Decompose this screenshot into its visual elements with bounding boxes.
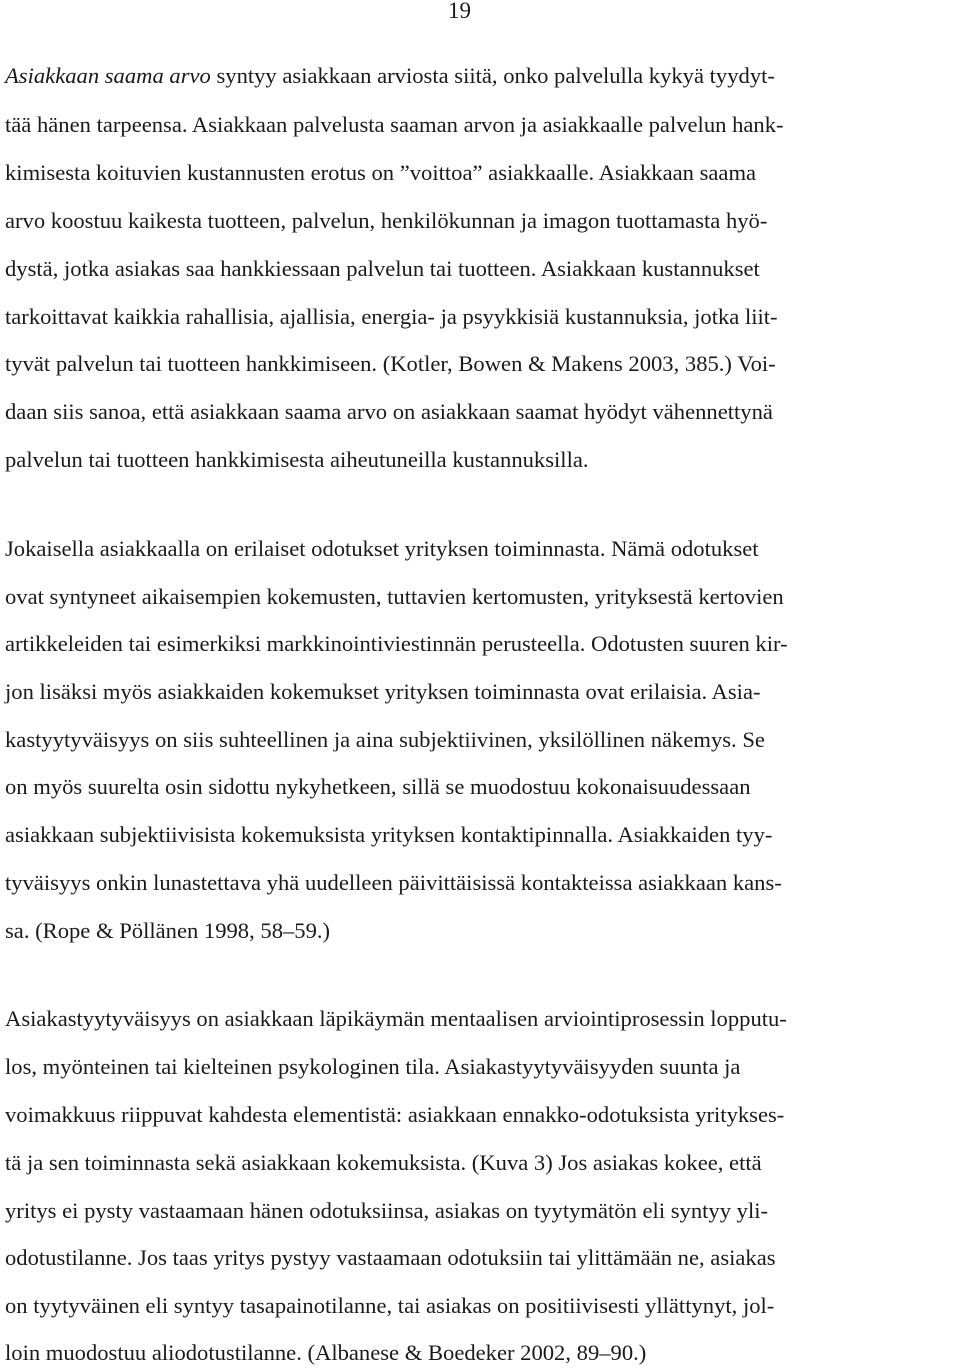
paragraph-line: sa. (Rope & Pöllänen 1998, 58–59.) — [5, 918, 331, 943]
paragraph-line: loin muodostuu aliodotustilanne. (Albanese & Boedeker 2002, 89–90.) — [5, 1340, 647, 1365]
paragraph-line: tyvät palvelun tai tuotteen hankkimiseen. (Kotler, Bowen & Makens 2003, 385.) Voi- — [5, 351, 776, 376]
paragraph-line: artikkeleiden tai esimerkiksi markkinointiviestinnän perusteella. Odotusten suuren kir- — [5, 631, 788, 656]
paragraph-line: tyväisyys onkin lunastettava yhä uudelleen päivittäisissä kontakteissa asiakkaan kans- — [5, 870, 782, 895]
paragraph-line: tä ja sen toiminnasta sekä asiakkaan kokemuksista. (Kuva 3) Jos asiakas kokee, että — [5, 1150, 762, 1175]
paragraph-line: arvo koostuu kaikesta tuotteen, palvelun, henkilökunnan ja imagon tuottamasta hyö- — [5, 208, 768, 233]
paragraph-line: kastyytyväisyys on siis suhteellinen ja aina subjektiivinen, yksilöllinen näkemys. Se — [5, 727, 765, 752]
paragraph-line: yritys ei pysty vastaamaan hänen odotuksiinsa, asiakas on tyytymätön eli syntyy yli- — [5, 1198, 769, 1223]
italic-term: Asiakkaan saama arvo — [5, 63, 211, 88]
paragraph-line: tää hänen tarpeensa. Asiakkaan palvelusta saaman arvon ja asiakkaalle palvelun hank- — [5, 112, 784, 137]
paragraph-line: odotustilanne. Jos taas yritys pystyy vastaamaan odotuksiin tai ylittämään ne, asiakas — [5, 1245, 776, 1270]
paragraph-line: Jokaisella asiakkaalla on erilaiset odotukset yrityksen toiminnasta. Nämä odotukset — [5, 536, 759, 561]
paragraph-line: tarkoittavat kaikkia rahallisia, ajallisia, energia- ja psyykkisiä kustannuksia, jotka liit- — [5, 304, 778, 329]
paragraph-line: on tyytyväinen eli syntyy tasapainotilanne, tai asiakas on positiivisesti yllättynyt, jol- — [5, 1293, 775, 1318]
paragraph-line: kimisesta koituvien kustannusten erotus on ”voittoa” asiakkaalle. Asiakkaan saama — [5, 160, 757, 185]
paragraph-line: palvelun tai tuotteen hankkimisesta aiheutuneilla kustannuksilla. — [5, 447, 589, 472]
paragraph-line: ovat syntyneet aikaisempien kokemusten, tuttavien kertomusten, yrityksestä kertovien — [5, 584, 784, 609]
line-text: syntyy asiakkaan arviosta siitä, onko palvelulla kykyä tyydyt- — [210, 63, 775, 88]
paragraph-line: asiakkaan subjektiivisista kokemuksista yrityksen kontaktipinnalla. Asiakkaiden tyy- — [5, 822, 773, 847]
paragraph-line: dystä, jotka asiakas saa hankkiessaan palvelun tai tuotteen. Asiakkaan kustannukset — [5, 256, 760, 281]
paragraph-line: voimakkuus riippuvat kahdesta elementistä: asiakkaan ennakko-odotuksista yritykses- — [5, 1102, 785, 1127]
paragraph-line: jon lisäksi myös asiakkaiden kokemukset yrityksen toiminnasta ovat erilaisia. Asia- — [5, 679, 761, 704]
paragraph-line: los, myönteinen tai kielteinen psykologinen tila. Asiakastyytyväisyyden suunta ja — [5, 1054, 741, 1079]
paragraph-line — [5, 61, 775, 91]
paragraph-line: daan siis sanoa, että asiakkaan saama arvo on asiakkaan saamat hyödyt vähennettynä — [5, 399, 773, 424]
page-number: 19 — [448, 0, 471, 23]
paragraph-line: on myös suurelta osin sidottu nykyhetkeen, sillä se muodostuu kokonaisuudessaan — [5, 774, 751, 799]
paragraph-line: Asiakastyytyväisyys on asiakkaan läpikäymän mentaalisen arviointiprosessin lopputu- — [5, 1006, 787, 1031]
